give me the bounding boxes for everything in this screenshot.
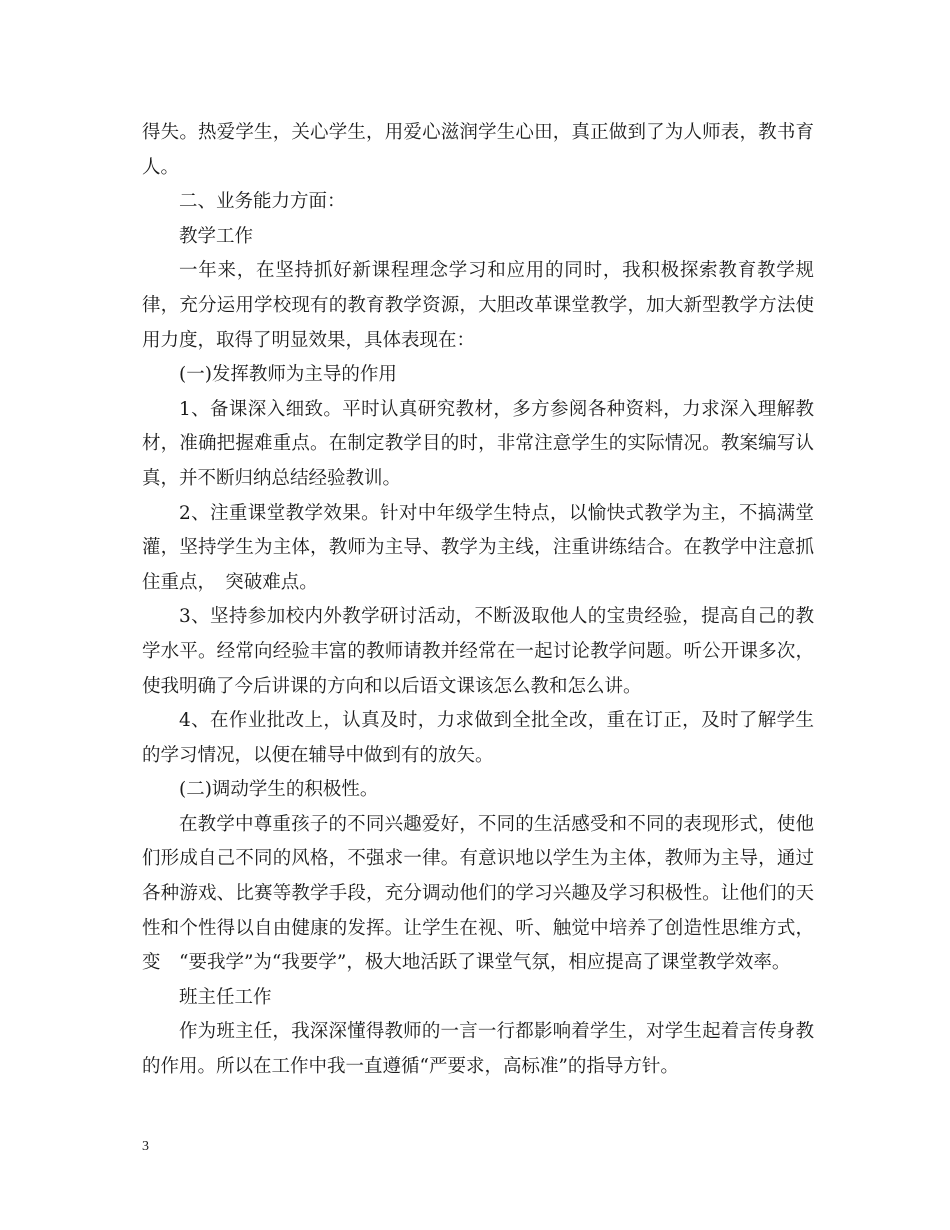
subheading-teaching-work: 教学工作 [179, 225, 254, 247]
subheading-class-teacher-work: 班主任工作 [179, 986, 272, 1008]
subheading-teacher-leading-role: (一)发挥教师为主导的作用 [179, 364, 397, 386]
paragraph-class-teacher: 作为班主任，我深深懂得教师的一言一行都影响着学生，对学生起着言传身教的作用。所以在工作中我一直遵循“严要求，高标准”的指导方针。 [142, 1021, 814, 1078]
page-number: 3 [142, 1139, 149, 1154]
paragraph-teaching-overview: 一年来，在坚持抓好新课程理念学习和应用的同时，我积极探索教育教学规律，充分运用学校现有的教育教学资源，大胆改革课堂教学，加大新型教学方法使用力度，取得了明显效果，具体表现在： [142, 260, 814, 351]
subheading-student-motivation: (二)调动学生的积极性。 [179, 779, 379, 801]
paragraph-student-motivation: 在教学中尊重孩子的不同兴趣爱好，不同的生活感受和不同的表现形式，使他们形成自己不同的风格，不强求一律。有意识地以学生为主体，教师为主导，通过各种游戏、比赛等教学手段，充分调动他们的学习兴趣及学习积极性。让他们的天性和个性得以自由健康的发挥。让学生在视、听、触觉中培养了创造性思维方式，变 “要我学”为“我要学”，极大地活跃了课堂气氛，相应提高了课堂教学效率。 [142, 813, 814, 974]
paragraph-continuation: 得失。热爱学生，关心学生，用爱心滋润学生心田，真正做到了为人师表，教书育人。 [142, 122, 814, 178]
paragraph-item-4: 4、在作业批改上，认真及时，力求做到全批全改，重在订正，及时了解学生的学习情况，以便在辅导中做到有的放矢。 [142, 710, 814, 766]
paragraph-item-3: 3、坚持参加校内外教学研讨活动，不断汲取他人的宝贵经验，提高自己的教学水平。经常向经验丰富的教师请教并经常在一起讨论教学问题。听公开课多次，使我明确了今后讲课的方向和以后语文课该怎么教和怎么讲。 [142, 606, 814, 697]
document-body [142, 116, 814, 1085]
paragraph-item-1: 1、备课深入细致。平时认真研究教材，多方参阅各种资料，力求深入理解教材，准确把握难重点。在制定教学目的时，非常注意学生的实际情况。教案编写认真，并不断归纳总结经验教训。 [142, 398, 814, 489]
section-heading-business-ability: 二、业务能力方面： [179, 191, 346, 213]
paragraph-item-2: 2、注重课堂教学效果。针对中年级学生特点，以愉快式教学为主，不搞满堂灌，坚持学生为主体，教师为主导、教学为主线，注重讲练结合。在教学中注意抓住重点， 突破难点。 [142, 502, 814, 593]
